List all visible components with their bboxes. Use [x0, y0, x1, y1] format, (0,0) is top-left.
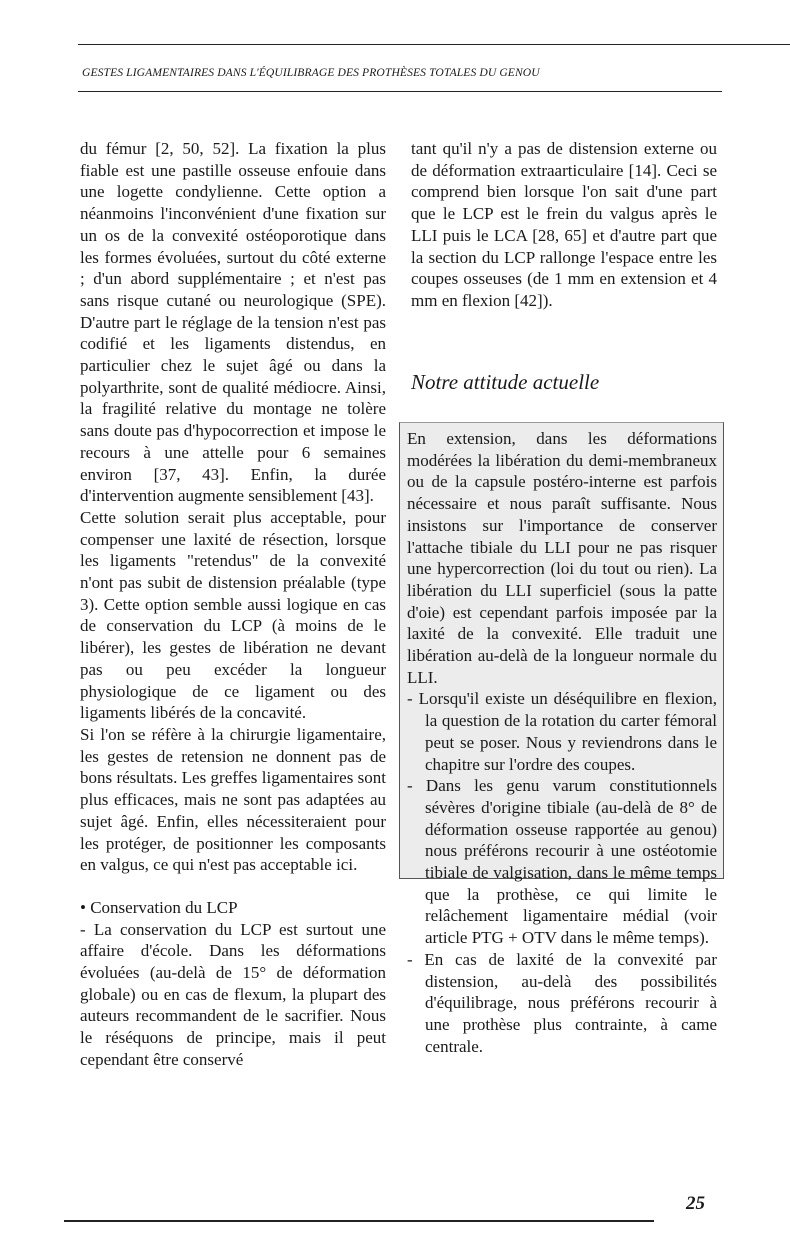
left-paragraph-2: Cette solution serait plus acceptable, pour compenser une laxité de résection, lorsque les ligaments "retendus" de la convexité n'ont pas subit de distension préalable (type 3). Cette option semble aussi logique en cas de conservation du LCP (à moins de le libérer), les gestes de libération ne devant pas ou peu excéder la longueur physiologique de ce ligament ou des ligaments libérés de la concavité.	[80, 507, 386, 723]
highlight-box	[399, 422, 724, 1056]
left-paragraph-3: Si l'on se réfère à la chirurgie ligamentaire, les gestes de retension ne donnent pas de bons résultats. Les greffes ligamentaires sont plus efficaces, mais ne sont pas adaptées au sujet âgé. Enfin, elles nécessiteraient pour les protéger, de positionner les composants en valgus, ce qui n'est pas acceptable ici.	[80, 724, 386, 875]
box-paragraph: En extension, dans les déformations modérées la libération du demi-membraneux ou de la capsule postéro-interne est parfois nécessaire et nous paraît suffisante. Nous insistons sur l'importance de conserver l'attache tibiale du LLI pour ne pas risquer une hypercorrection (loi du tout ou rien). La libération du LLI superficiel (sous la patte d'oie) est cependant parfois imposée par la laxité de la convexité. Elle traduit une libération au-delà de la longueur normale du LLI.	[407, 429, 717, 687]
running-header: GESTES LIGAMENTAIRES DANS L'ÉQUILIBRAGE DES PROTHÈSES TOTALES DU GENOU	[82, 66, 540, 79]
bullet-heading: • Conservation du LCP	[80, 897, 238, 917]
right-column	[411, 138, 717, 312]
left-paragraph-1: du fémur [2, 50, 52]. La fixation la plus fiable est une pastille osseuse enfouie dans une logette condylienne. Cette option a néanmoins l'inconvénient d'une fixation sur un os de la convexité ostéoporotique dans les formes évoluées, surtout du côté externe ; d'un abord supplémentaire ; et n'est pas sans risque cutané ou neurologique (SPE). D'autre part le réglage de la tension n'est pas codifié et les ligaments distendus, en particulier chez le sujet âgé ou dans la polyarthrite, sont de qualité médiocre. Ainsi, la fragilité relative du montage ne tolère sans doute pas d'hypocorrection et impose le recours à une attelle pour 6 semaines environ [37, 43]. Enfin, la durée d'intervention augmente sensiblement [43].	[80, 139, 386, 506]
paragraph-gap	[80, 876, 386, 897]
section-title: Notre attitude actuelle	[411, 370, 600, 394]
box-dash-item-3: - En cas de laxité de la convexité par distension, au-delà des possibilités d'équilibrage, nous préférons recourir à une prothèse plus contrainte, à came centrale.	[407, 949, 717, 1056]
header-bottom-rule	[78, 91, 722, 92]
page-number: 25	[686, 1193, 705, 1214]
box-dash-item-2: - Dans les genu varum constitutionnels sévères d'origine tibiale (au-delà de 8° de déformation osseuse rapportée au genou) nous préférons recourir à une ostéotomie tibiale de valgisation, dans le même temps que la prothèse, ce qui limite le relâchement ligamentaire médial (voir article PTG + OTV dans le même temps).	[407, 776, 717, 948]
header-top-rule	[78, 44, 790, 45]
left-column	[80, 138, 386, 1071]
left-paragraph-4: - La conservation du LCP est surtout une affaire d'école. Dans les déformations évoluées (au-delà de 15° de déformation globale) ou en cas de flexum, la plupart des auteurs recommandent de le sacrifier. Nous le réséquons de principe, mais il peut cependant être conservé	[80, 919, 386, 1069]
right-paragraph-1: tant qu'il n'y a pas de distension externe ou de déformation extraarticulaire [14]. Ceci se comprend bien lorsque l'on sait d'une part que le LCP est le frein du valgus après le LLI puis le LCA [28, 65] et d'autre part que la section du LCP rallonge l'espace entre les coupes osseuses (de 1 mm en extension et 4 mm en flexion [42]).	[411, 139, 717, 310]
box-dash-item-1: - Lorsqu'il existe un déséquilibre en flexion, la question de la rotation du carter fémoral peut se poser. Nous y reviendrons dans le chapitre sur l'ordre des coupes.	[407, 689, 717, 774]
footer-rule	[64, 1220, 654, 1222]
